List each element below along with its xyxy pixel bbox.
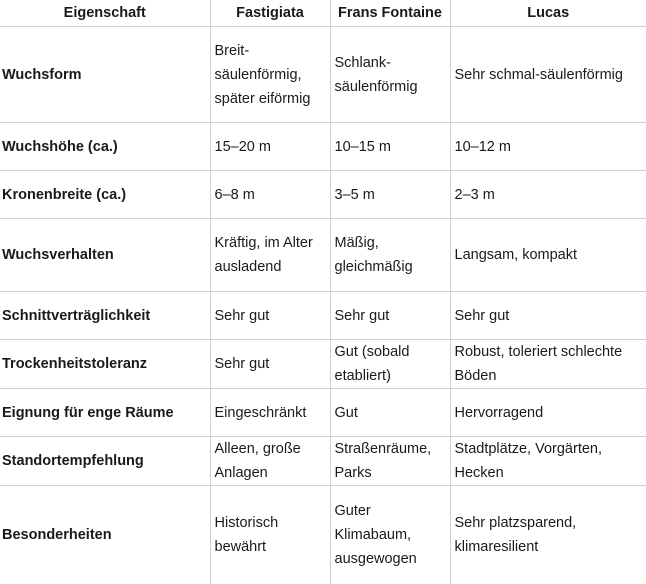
cell-lucas: Langsam, kompakt: [450, 219, 646, 292]
cell-frans-fontaine: Mäßig, gleichmäßig: [330, 219, 450, 292]
cell-frans-fontaine: Schlank-säulenförmig: [330, 27, 450, 123]
cell-fastigiata: 15–20 m: [210, 123, 330, 171]
header-frans-fontaine: Frans Fontaine: [330, 0, 450, 27]
header-eigenschaft: Eigenschaft: [0, 0, 210, 27]
cell-lucas: 10–12 m: [450, 123, 646, 171]
cell-lucas: 2–3 m: [450, 171, 646, 219]
cell-lucas: Sehr gut: [450, 292, 646, 340]
cell-frans-fontaine: Guter Klimabaum, ausgewogen: [330, 486, 450, 584]
table-row: [0, 486, 646, 584]
cell-fastigiata: 6–8 m: [210, 171, 330, 219]
table-row: [0, 340, 646, 389]
cell-fastigiata: Alleen, große Anlagen: [210, 437, 330, 486]
cell-frans-fontaine: Sehr gut: [330, 292, 450, 340]
cell-lucas: Stadtplätze, Vorgärten, Hecken: [450, 437, 646, 486]
cell-fastigiata: Sehr gut: [210, 340, 330, 389]
table-row: [0, 171, 646, 219]
row-label: Besonderheiten: [0, 486, 210, 584]
cell-frans-fontaine: 10–15 m: [330, 123, 450, 171]
row-label: Eignung für enge Räume: [0, 389, 210, 437]
table-row: [0, 437, 646, 486]
cell-frans-fontaine: Gut: [330, 389, 450, 437]
cell-lucas: Sehr platzsparend, klimaresilient: [450, 486, 646, 584]
cell-fastigiata: Kräftig, im Alter ausladend: [210, 219, 330, 292]
row-label: Schnittverträglichkeit: [0, 292, 210, 340]
cell-fastigiata: Eingeschränkt: [210, 389, 330, 437]
cell-fastigiata: Historisch bewährt: [210, 486, 330, 584]
cell-frans-fontaine: Gut (sobald etabliert): [330, 340, 450, 389]
cell-fastigiata: Breit-säulenförmig, später eiförmig: [210, 27, 330, 123]
cell-frans-fontaine: Straßenräume, Parks: [330, 437, 450, 486]
row-label: Trockenheitstoleranz: [0, 340, 210, 389]
cell-lucas: Robust, toleriert schlechte Böden: [450, 340, 646, 389]
row-label: Wuchsform: [0, 27, 210, 123]
header-lucas: Lucas: [450, 0, 646, 27]
table-row: [0, 292, 646, 340]
header-fastigiata: Fastigiata: [210, 0, 330, 27]
row-label: Kronenbreite (ca.): [0, 171, 210, 219]
table-row: [0, 123, 646, 171]
table-row: [0, 389, 646, 437]
cell-lucas: Sehr schmal-säulenförmig: [450, 27, 646, 123]
table-row: [0, 27, 646, 123]
cell-lucas: Hervorragend: [450, 389, 646, 437]
cell-fastigiata: Sehr gut: [210, 292, 330, 340]
table-row: [0, 219, 646, 292]
row-label: Standortempfehlung: [0, 437, 210, 486]
row-label: Wuchshöhe (ca.): [0, 123, 210, 171]
header-row: [0, 0, 646, 27]
row-label: Wuchsverhalten: [0, 219, 210, 292]
cell-frans-fontaine: 3–5 m: [330, 171, 450, 219]
